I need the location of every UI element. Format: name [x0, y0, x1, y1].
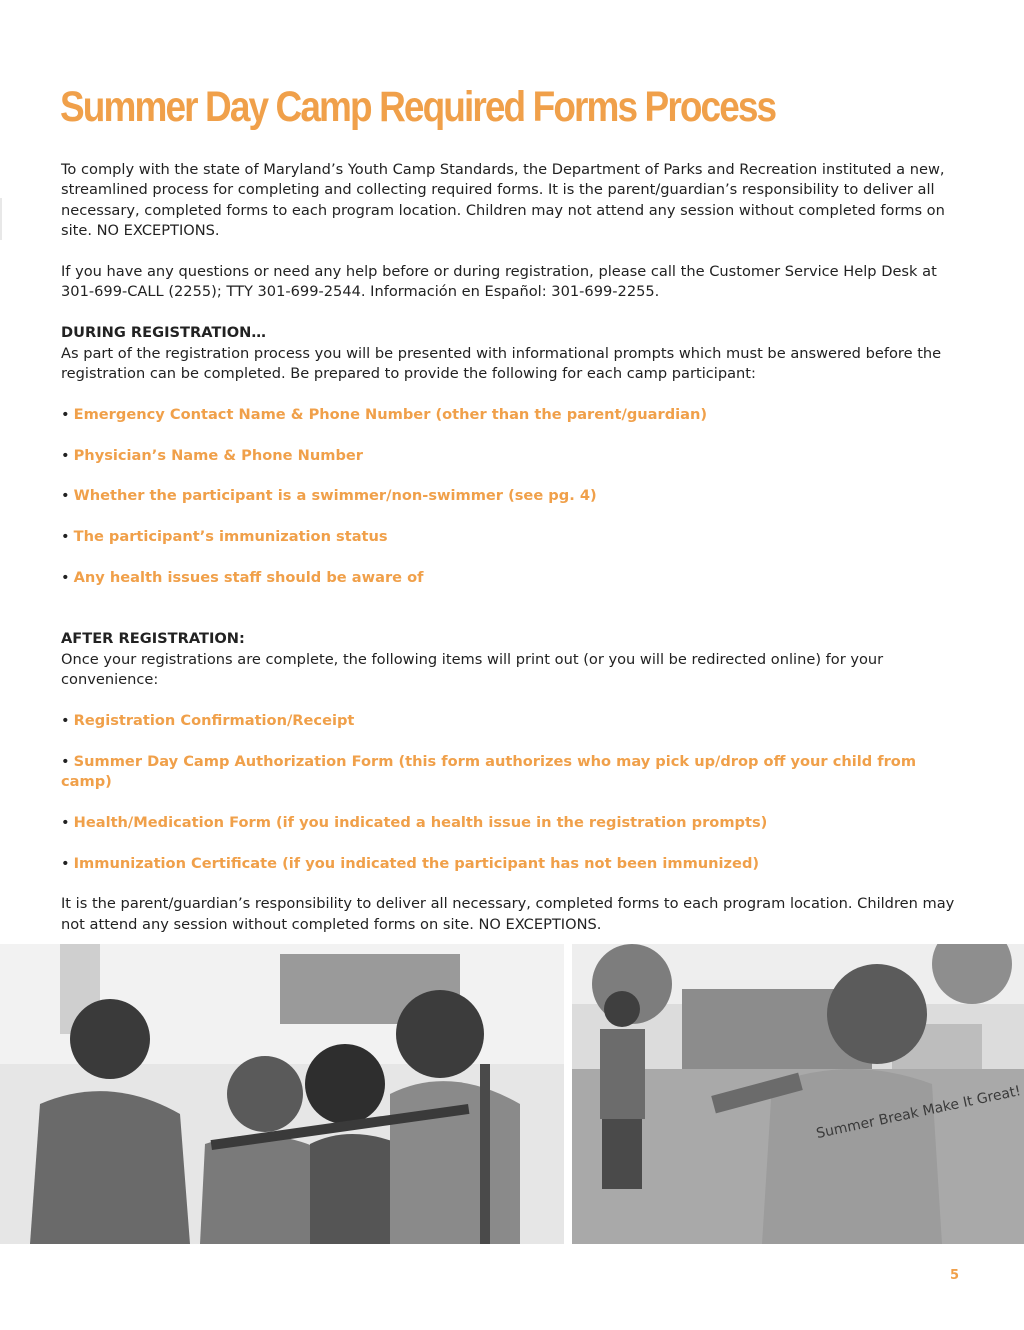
list-item [61, 446, 961, 466]
list-item [61, 752, 961, 793]
boy-playing-illustration [572, 944, 1024, 1244]
intro-paragraph: To comply with the state of Maryland’s Youth Camp Standards, the Department of Parks and Recreation instituted a new, streamlined process for completing and collecting required forms. It is the parent/guardian’s responsibility to deliver all necessary, completed forms to each program location. Children may not attend any session without completed forms on site. NO EXCEPTIONS. [61, 161, 945, 240]
list-item [61, 527, 961, 547]
list-item-label: Whether the participant is a swimmer/non-swimmer (see pg. 4) [73, 487, 597, 505]
during-registration-list [61, 405, 961, 589]
page-number: 5 [950, 1268, 960, 1283]
bullet-icon: • [61, 569, 70, 587]
list-item-label: Any health issues staff should be aware of [73, 569, 424, 587]
help-paragraph: If you have any questions or need any help before or during registration, please call the Customer Service Help Desk at 301-699-CALL (2255); TTY 301-699-2544. Información en Español: 301-699-2255. [61, 263, 937, 301]
bullet-icon: • [61, 854, 70, 872]
list-item [61, 486, 961, 506]
bullet-icon: • [61, 813, 70, 831]
children-group-illustration [0, 944, 564, 1244]
list-item-label: Emergency Contact Name & Phone Number (other than the parent/guardian) [73, 405, 708, 423]
bullet-icon: • [61, 405, 70, 423]
closing-paragraph: It is the parent/guardian’s responsibility to deliver all necessary, completed forms to each program location. Children may not attend any session without completed forms on site. NO EXCEPTIONS. [61, 895, 955, 933]
list-item [61, 405, 961, 425]
list-item-label: Registration Confirmation/Receipt [73, 711, 355, 729]
during-registration-heading: DURING REGISTRATION… [61, 324, 266, 342]
during-registration-text: As part of the registration process you will be presented with informational prompts which must be answered before the registration can be completed. Be prepared to provide the following for each camp participant: [61, 344, 942, 383]
list-item-label: Physician’s Name & Phone Number [73, 446, 363, 464]
photo-boy-playing [572, 944, 1024, 1244]
bullet-icon: • [61, 752, 70, 770]
after-registration-heading: AFTER REGISTRATION: [61, 630, 245, 648]
main-content [61, 160, 961, 935]
after-registration-list [61, 711, 961, 874]
list-item-label: Health/Medication Form (if you indicated a health issue in the registration prompts) [73, 813, 768, 831]
list-item [61, 813, 961, 833]
photo-children-group [0, 944, 564, 1244]
photo-strip [0, 944, 1024, 1244]
list-item-label: Summer Day Camp Authorization Form (this form authorizes who may pick up/drop off your child from camp) [61, 752, 917, 791]
bullet-icon: • [61, 487, 70, 505]
list-item-label: Immunization Certificate (if you indicated the participant has not been immunized) [73, 854, 760, 872]
page-title: Summer Day Camp Required Forms Process [60, 83, 776, 131]
list-item [61, 568, 961, 588]
after-registration-text: Once your registrations are complete, the following items will print out (or you will be redirected online) for your convenience: [61, 650, 884, 689]
list-item [61, 711, 961, 731]
list-item [61, 854, 961, 874]
edge-mark [0, 198, 2, 240]
bullet-icon: • [61, 528, 70, 546]
shirt-text: Summer Break Make It Great! [814, 1083, 1023, 1143]
bullet-icon: • [61, 711, 70, 729]
bullet-icon: • [61, 446, 70, 464]
list-item-label: The participant’s immunization status [73, 528, 388, 546]
